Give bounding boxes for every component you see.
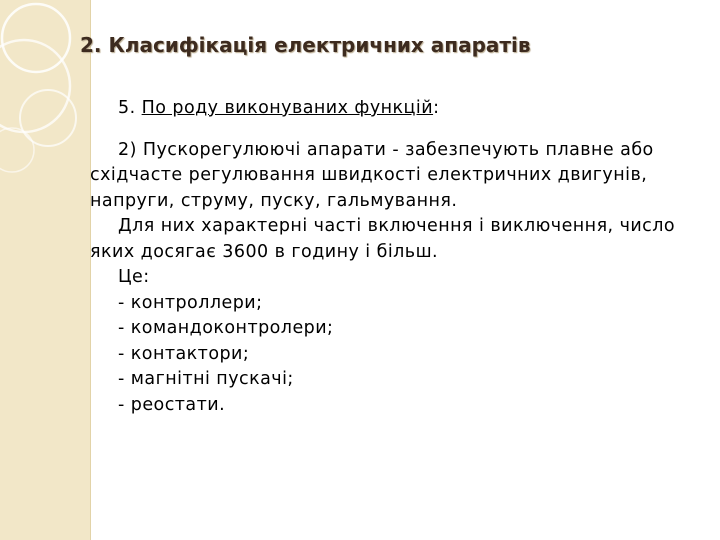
- slide-title: 2. Класифікація електричних апаратів: [80, 33, 531, 57]
- list-item: - магнітні пускачі;: [118, 369, 294, 389]
- section-number: 5.: [118, 98, 136, 118]
- list-item: - контроллери;: [118, 292, 263, 313]
- decorative-side-band: [0, 0, 91, 540]
- decorative-rings-graphic: [0, 0, 90, 540]
- slide-body: [90, 96, 680, 418]
- section-colon: :: [433, 98, 440, 118]
- paragraph-characteristics: Для них характерні часті включення і виключення, число яких досягає 3600 в годину і більш.: [90, 216, 676, 262]
- section-heading: [90, 96, 680, 122]
- list-intro: Це:: [118, 267, 150, 287]
- section-link[interactable]: По роду виконуваних функцій: [141, 98, 434, 118]
- paragraph-devices: 2) Пускорегулюючі апарати - забезпечують плавне або східчасте регулювання швидкості електричних двигунів, напруги, струму, пуску, гальмування.: [90, 139, 654, 211]
- list-item: - контактори;: [118, 343, 250, 364]
- list-item: - командоконтролери;: [118, 318, 334, 338]
- list-item: - реостати.: [118, 394, 226, 415]
